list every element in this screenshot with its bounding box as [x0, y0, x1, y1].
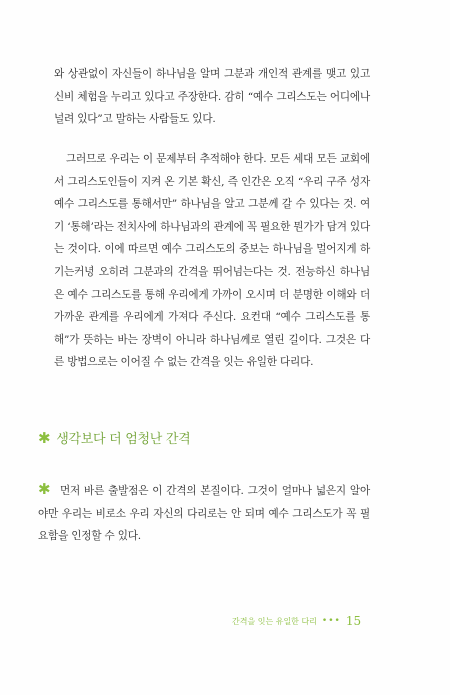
section-heading — [38, 428, 190, 447]
asterisk-icon: ✱ — [38, 428, 51, 447]
section-paragraph — [38, 478, 370, 548]
paragraph-2-text: 그러므로 우리는 이 문제부터 추적해야 한다. 모든 세대 모든 교회에서 그리스도인들이 지켜 온 기본 확신, 즉 인간은 오직 “우리 구주 성자 예수 그리스도를 통해서만” 하나님을 알고 그분께 갈 수 있다는 것. 여기 ‘통해’라는 전치사에 하나님과의 관계에 꼭 필요한 뭔가가 담겨 있다는 것이다. 이에 따르면 예수 그리스도의 중보는 하나님을 멀어지게 하기는커녕 오히려 그분과의 간격을 뛰어넘는다는 것. 전능하신 하나님은 예수 그리스도를 통해 우리에게 가까이 오시며 더 분명한 이해와 더 가까운 관계를 우리에게 가져다 주신다. 요컨대 “예수 그리스도를 통해”가 뜻하는 바는 장벽이 아니라 하나님께로 열린 길이다. 그것은 다른 방법으로는 이어질 수 없는 간격을 잇는 유일한 다리다. — [54, 153, 370, 369]
section-heading-text: 생각보다 더 엄청난 간격 — [56, 432, 191, 447]
running-title: 간격을 잇는 유일한 다리 — [232, 616, 317, 626]
page-footer — [232, 614, 361, 628]
section-paragraph-text: 먼저 바른 출발점은 이 간격의 본질이다. 그것이 얼마나 넓은지 알아야만 우리는 비로소 우리 자신의 다리로는 안 되며 예수 그리스도가 꼭 필요함을 인정할 수 있다. — [38, 485, 370, 543]
footer-dots: ••• — [321, 616, 341, 626]
asterisk-icon: ✱ — [38, 480, 51, 498]
paragraph-2 — [54, 148, 370, 374]
page-number: 15 — [345, 614, 362, 628]
paragraph-1: 와 상관없이 자신들이 하나님을 알며 그분과 개인적 관계를 맺고 있고 신비 체험을 누리고 있다고 주장한다. 감히 “예수 그리스도는 어디에나 널려 있다”고 말하는 사람들도 있다. — [54, 68, 370, 126]
